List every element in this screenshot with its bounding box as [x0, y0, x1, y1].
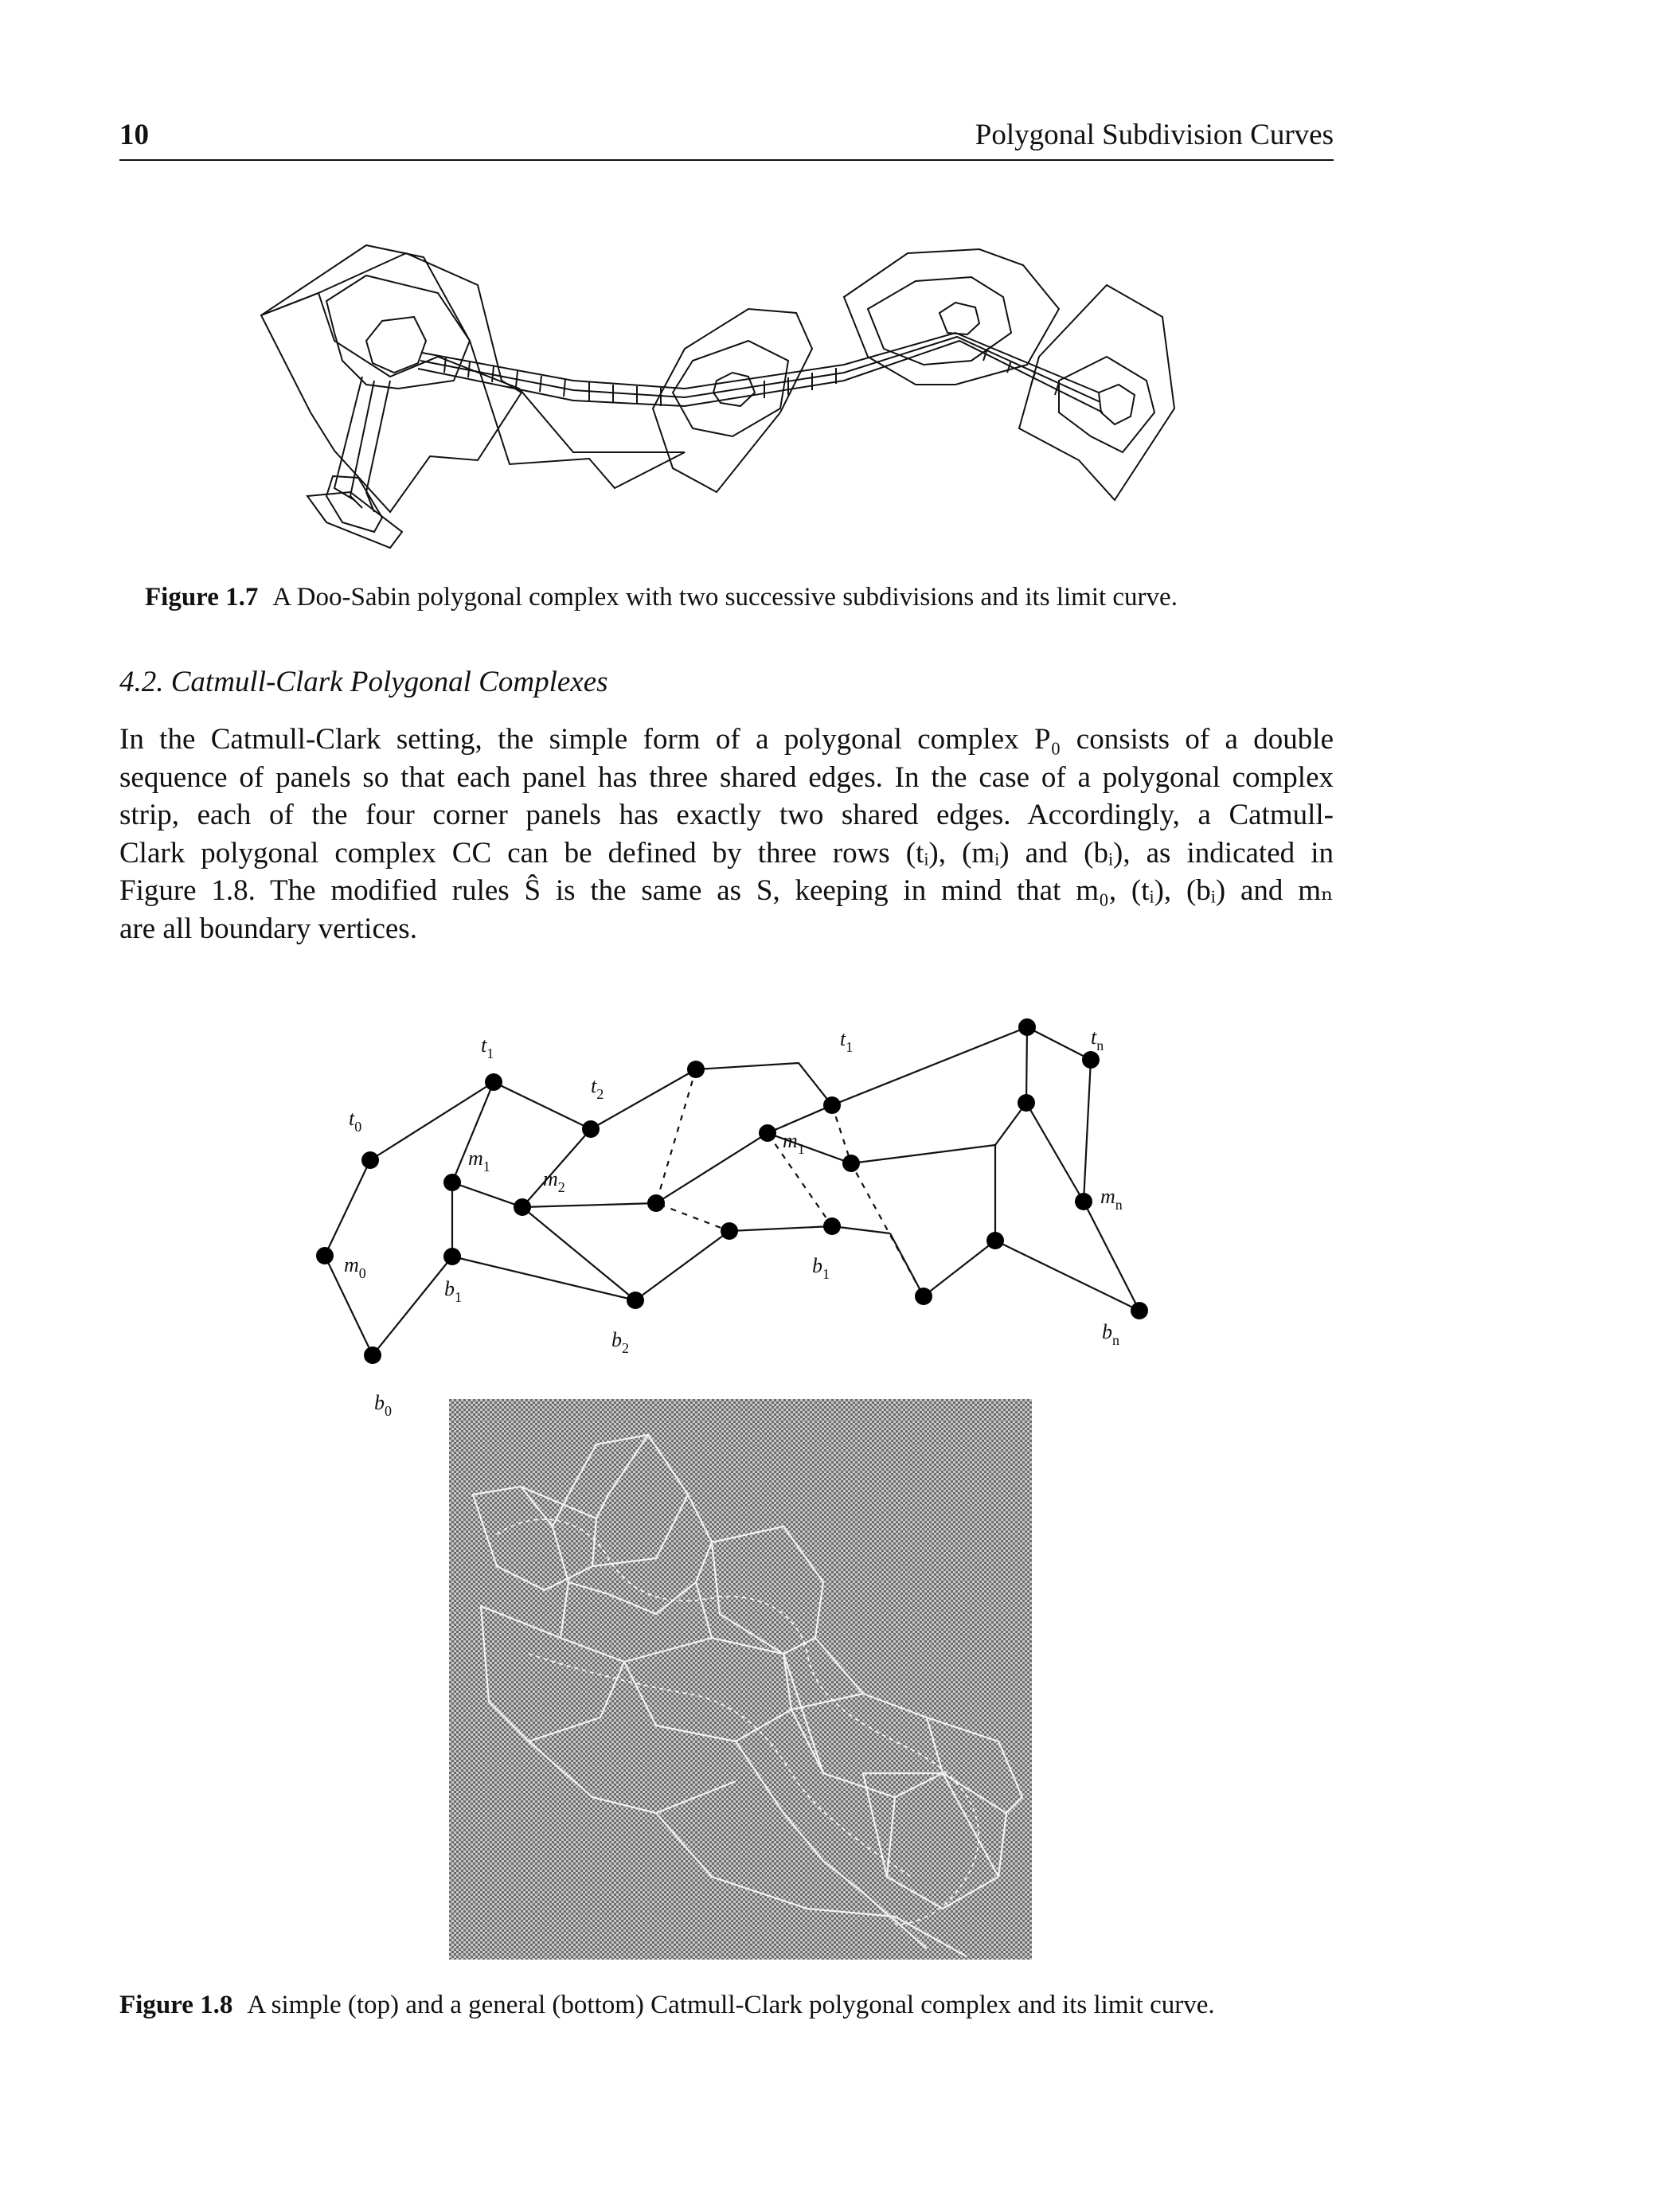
vertex-m-right [842, 1155, 860, 1172]
label-m1-right: $m_1$ [783, 1129, 805, 1157]
vertex-m-mid [647, 1194, 665, 1212]
running-header [119, 118, 1334, 161]
header-rule [119, 159, 1334, 161]
paragraph-line-4: Clark polygonal complex CC can be defined by three rows (tᵢ), (mᵢ) and (bᵢ), as indicated in [119, 836, 1334, 870]
vertex-t-mid [687, 1061, 705, 1078]
label-b1-right: $b_1$ [812, 1254, 830, 1282]
vertex-b1-right [823, 1217, 841, 1235]
figure-1-8-caption-text: A simple (top) and a general (bottom) Catmull-Clark polygonal complex and its limit curve. [247, 1991, 1215, 2019]
doo-sabin-face-right-top [844, 249, 1059, 385]
figure-1-7-caption [145, 583, 1178, 612]
vertex-b0 [364, 1346, 381, 1364]
label-b2: $b_2$ [611, 1328, 629, 1356]
label-tn: $t_n$ [1091, 1026, 1104, 1053]
label-m1-left: $m_1$ [468, 1147, 490, 1174]
label-mn: $m_n$ [1100, 1185, 1123, 1213]
dithered-background [449, 1399, 1032, 1960]
vertex-t-right-top [1018, 1018, 1036, 1036]
label-b0: $b_0$ [374, 1391, 392, 1419]
vertex-m0 [316, 1247, 334, 1264]
doo-sabin-left-arm-c [350, 381, 374, 508]
label-t2: $t_2$ [591, 1074, 604, 1102]
label-m2: $m_2$ [543, 1167, 565, 1195]
vertex-b1-left [443, 1248, 461, 1265]
doo-sabin-outer-boundary [261, 245, 685, 488]
vertex-t0 [361, 1151, 379, 1169]
label-t0: $t_0$ [349, 1107, 362, 1135]
figure-1-8-caption [119, 1991, 1215, 2020]
figure-1-7-label: Figure 1.7 [145, 583, 259, 612]
cc-vertex-labels [344, 1026, 1123, 1419]
doo-sabin-face-middle-ring [673, 341, 788, 436]
doo-sabin-face-far-right-ring [1059, 357, 1154, 452]
label-bn: $b_n$ [1102, 1320, 1119, 1348]
vertex-b2 [627, 1292, 644, 1309]
label-t1-right: $t_1$ [840, 1027, 854, 1055]
figure-1-8-general-complex [449, 1399, 1032, 1960]
figure-1-7-caption-text: A Doo-Sabin polygonal complex with two successive subdivisions and its limit curve. [272, 583, 1178, 612]
vertex-b-mid [721, 1222, 738, 1240]
vertex-m1-right [759, 1124, 776, 1142]
figure-1-8-simple-complex [295, 999, 1170, 1421]
label-t1-left: $t_1$ [481, 1034, 494, 1061]
paragraph-line-5: Figure 1.8. The modified rules Ŝ is the same as S, keeping in mind that m₀, (tᵢ), (bᵢ) and mₙ [119, 874, 1334, 907]
vertex-mn [1075, 1193, 1092, 1210]
cc-dashed-edges [656, 1069, 924, 1296]
body-paragraph [119, 721, 1334, 948]
vertex-tn [1082, 1051, 1100, 1069]
vertex-t1-left [485, 1073, 502, 1091]
figure-1-7-doo-sabin-diagram [239, 221, 1218, 570]
running-head-title: Polygonal Subdivision Curves [975, 119, 1334, 151]
paragraph-line-6: are all boundary vertices. [119, 912, 417, 945]
vertex-t1-right [823, 1096, 841, 1114]
cc-vertices [316, 1018, 1148, 1364]
label-b1-left: $b_1$ [444, 1277, 462, 1305]
vertex-m2 [514, 1198, 531, 1216]
vertex-t2 [582, 1120, 600, 1138]
cc-solid-edges [325, 1027, 1139, 1355]
vertex-bn [1131, 1302, 1148, 1319]
doo-sabin-face-left-inner [366, 317, 426, 373]
doo-sabin-face-right-inner [940, 303, 979, 334]
section-heading: 4.2. Catmull-Clark Polygonal Complexes [119, 666, 608, 698]
paragraph-line-3: strip, each of the four corner panels has exactly two shared edges. Accordingly, a Catmull- [119, 799, 1334, 831]
vertex-b-right-2 [986, 1232, 1004, 1249]
vertex-m-right-2 [1018, 1094, 1035, 1112]
doo-sabin-bridge-ticks [444, 349, 1059, 406]
vertex-b-right [915, 1288, 932, 1305]
doo-sabin-left-arm-a [334, 377, 362, 500]
page-number: 10 [119, 119, 149, 151]
label-m0: $m_0$ [344, 1253, 366, 1281]
figure-1-8-label: Figure 1.8 [119, 1991, 233, 2019]
paragraph-line-2: sequence of panels so that each panel has three shared edges. In the case of a polygonal complex [119, 760, 1334, 794]
paragraph-line-1: In the Catmull-Clark setting, the simple form of a polygonal complex P₀ consists of a double [119, 723, 1334, 756]
doo-sabin-face-far-right-inner [1099, 385, 1135, 424]
vertex-m1-left [443, 1174, 461, 1191]
